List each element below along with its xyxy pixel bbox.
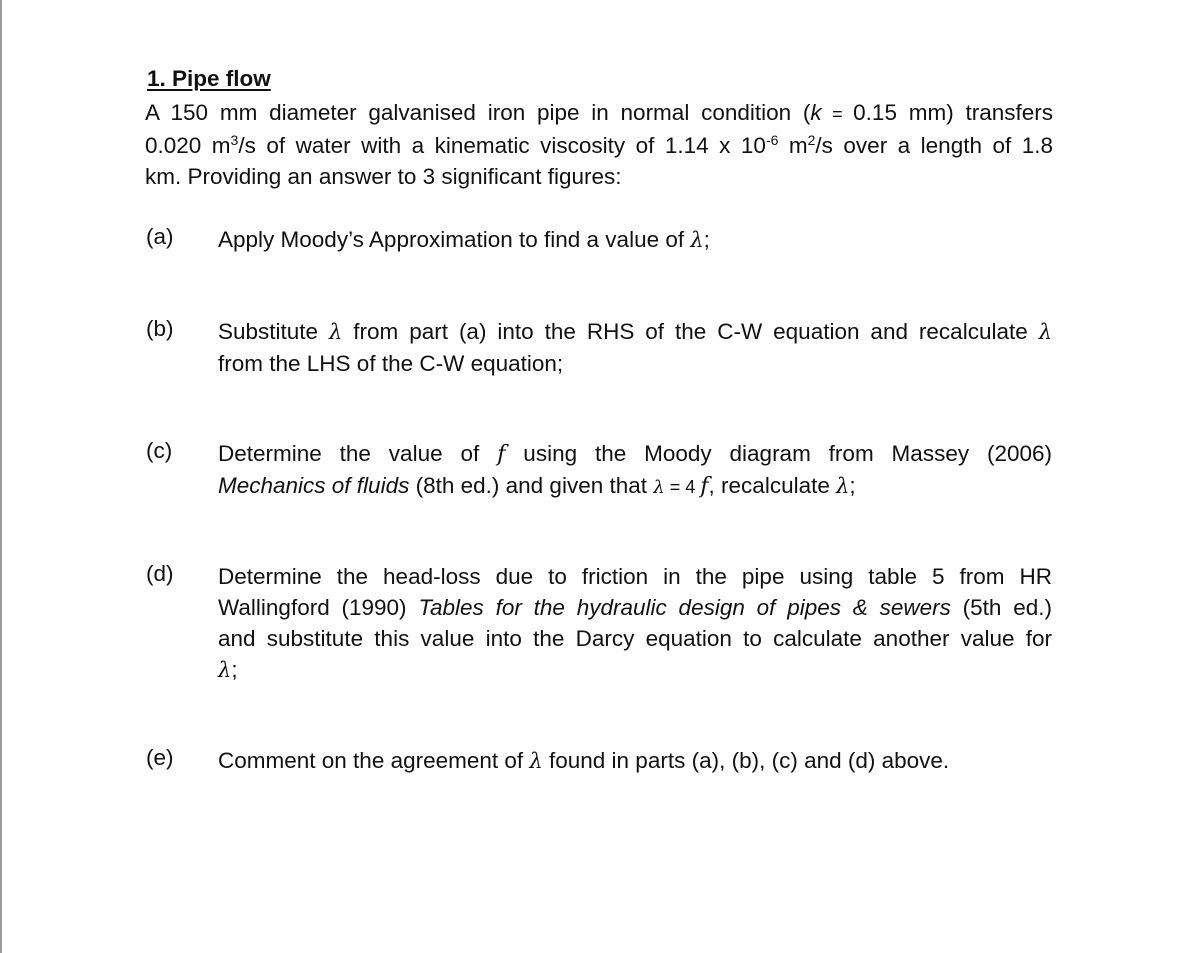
lambda-symbol: λ [329, 320, 343, 344]
lambda-symbol: λ [218, 658, 232, 682]
f-symbol: f [497, 441, 506, 467]
part-c-text: Determine the value of f using the Moody diagram from Massey (2006) Mechanics of fluids (8th ed.) and given that λ = 4 f, recalculate λ; [218, 441, 1052, 499]
intro-line-1: A 150 mm diameter galvanised iron pipe in normal condition (k = 0.15 mm) transfers [145, 100, 1053, 125]
section-heading: 1. Pipe flow [147, 66, 271, 91]
page-edge-line [0, 0, 2, 953]
lambda-symbol: λ [836, 474, 850, 498]
part-a-text: Apply Moody’s Approximation to find a value of λ; [218, 227, 710, 252]
problem-statement [145, 97, 1053, 192]
part-e-label: (e) [146, 745, 174, 770]
lambda-symbol: λ [529, 749, 543, 773]
lambda-symbol: λ [653, 477, 665, 498]
part-b-label: (b) [146, 316, 174, 341]
intro-line-2: 0.020 $m^3/s$ of water with a kinematic viscosity of 1.14 x $10^{-6}$ $m^2/s$ over a length of 1.8 [145, 132, 1053, 158]
part-b-text: Substitute λ from part (a) into the RHS of the C-W equation and recalculate λ from the LHS of the C-W equation; [218, 319, 1052, 376]
part-c-label: (c) [146, 438, 173, 463]
part-a-label: (a) [146, 224, 174, 249]
lambda-symbol: λ [1038, 320, 1052, 344]
part-d-text: Determine the head-loss due to friction in the pipe using table 5 from HR Wallingford (1990) Tables for the hydraulic design of pipes & sewers (5th ed.) and substitute this value into the Darcy equation to calculate another value for λ; [218, 564, 1052, 682]
part-e-text: Comment on the agreement of λ found in parts (a), (b), (c) and (d) above. [218, 748, 950, 773]
lambda-symbol: λ [690, 228, 704, 252]
intro-line-3: km. Providing an answer to 3 significant figures: [145, 164, 622, 189]
part-d-label: (d) [146, 561, 174, 586]
f-symbol: f [700, 473, 709, 499]
